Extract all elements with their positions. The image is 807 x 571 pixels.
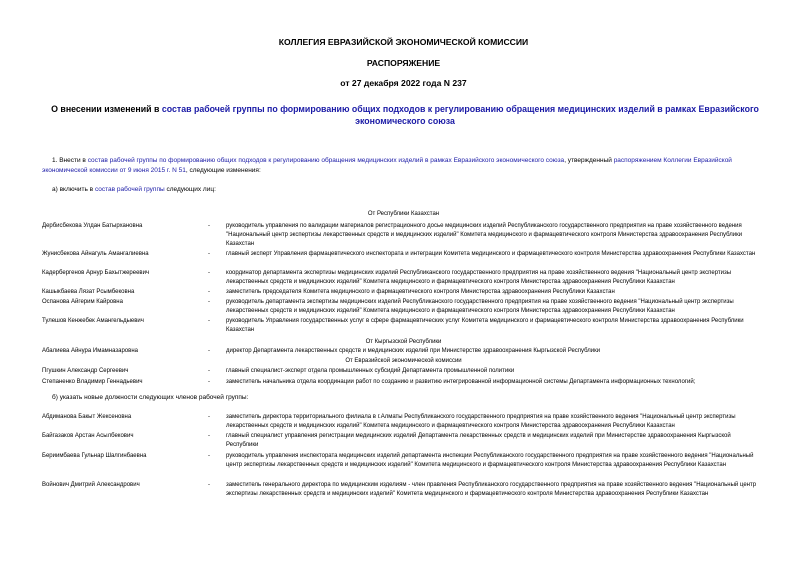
member-name: Абалиева Айнура Имамназаровна xyxy=(42,348,138,354)
member-position: координатор департамента экспертизы медицинских изделий Республиканского государственного предприятия на праве хозяйственного ведения "Национальный центр экспертизы лекарственных средств и медицинских изделий" Комитета медицинского и фармацевтического контроля Министерства здравоохранения Республики Казахстан xyxy=(226,270,732,286)
member-name: Абдиманова Бакыт Жексеновна xyxy=(42,414,132,420)
paragraph-1 xyxy=(42,156,760,175)
member-dash: - xyxy=(208,223,210,229)
member-name: Бериимбаева Гульнар Шалгинбаевна xyxy=(42,453,147,459)
member-dash: - xyxy=(208,318,210,324)
doc-type: РАСПОРЯЖЕНИЕ xyxy=(366,58,441,68)
member-name: Дербисбекова Улдан Батырхановна xyxy=(42,223,143,229)
member-dash: - xyxy=(208,270,210,276)
member-dash: - xyxy=(208,299,210,305)
member-dash: - xyxy=(208,251,210,257)
member-position: руководитель департамента экспертизы медицинских изделий Республиканского государственного предприятия на праве хозяйственного ведения "Национальный центр экспертизы лекарственных средств и медицинских изделий" Комитета медицинского и фармацевтического контроля Министерства здравоохранения Республики Казахстан xyxy=(226,299,734,315)
member-dash: - xyxy=(208,453,210,459)
member-position: заместитель генерального директора по медицинским изделиям - член правления Республиканского государственного предприятия на праве хозяйственного ведения "Национальный центр экспертизы лекарственных средств и медицинских изделий" Комитета медицинского и фармацевтического контроля Министерства здравоохранения Республики Казахстан xyxy=(226,482,757,498)
member-position: главный специалист управления регистрации медицинских изделий Департамента лекарственных средств и медицинских изделий при Министерстве здравоохранения Кыргызской Республики xyxy=(226,433,731,449)
member-position: руководитель управления инспектората медицинских изделий департамента инспекции Республиканского государственного предприятия на праве хозяйственного ведения "Национальный центр экспертизы лекарственных средств и медицинских изделий" Комитета медицинского и фармацевтического контроля Министерства здравоохранения Республики Казахстан xyxy=(226,453,754,469)
member-position: заместитель председателя Комитета медицинского и фармацевтического контроля Министерства здравоохранения Республики Казахстан xyxy=(226,289,615,295)
para1-link-order[interactable]: распоряжением Коллегии Евразийской экономической комиссии от 9 июня 2015 г. N 51 xyxy=(42,157,732,174)
member-position: директор Департамента лекарственных средств и медицинских изделий при Министерстве здравоохранения Кыргызской Республики xyxy=(226,348,601,354)
para1-text-a: 1. Внести в xyxy=(52,157,88,164)
section-eec: От Евразийской экономической комиссии xyxy=(345,358,462,364)
org-title: КОЛЛЕГИЯ ЕВРАЗИЙСКОЙ ЭКОНОМИЧЕСКОЙ КОМИССИИ xyxy=(278,37,529,47)
title-prefix: О внесении изменений в xyxy=(51,104,162,114)
member-position: заместитель директора территориального филиала в г.Алматы Республиканского государственного предприятия на праве хозяйственного ведения "Национальный центр экспертизы лекарственных средств и медицинских изделий" Комитета медицинского и фармацевтического контроля Министерства здравоохранения Республики Казахстан xyxy=(226,414,736,430)
member-dash: - xyxy=(208,348,210,354)
member-name: Войнович Дмитрий Александрович xyxy=(42,482,140,488)
member-position: руководитель управления по валидации материалов регистрационного досье медицинских изделий Республиканского государственного предприятия на праве хозяйственного ведения "Национальный центр экспертизы лекарственных средств и медицинских изделий" Комитета медицинского и фармацевтического контроля Министерства здравоохранения Республики Казахстан xyxy=(226,223,743,248)
para1-text-c: , следующие изменения: xyxy=(185,166,261,174)
member-name: Байгазаков Арстан Асылбекович xyxy=(42,433,134,439)
member-name: Кашыкбаева Лязат Рсымбековна xyxy=(42,289,135,295)
paragraph-b: б) указать новые должности следующих членов рабочей группы: xyxy=(52,394,249,401)
member-dash: - xyxy=(208,368,210,374)
doc-date: от 27 декабря 2022 года N 237 xyxy=(340,78,467,88)
member-position: главный эксперт Управления фармацевтического инспектората и интеграции Комитета медицинского и фармацевтического контроля Министерства здравоохранения Республики Казахстан xyxy=(226,251,756,257)
member-name: Пгушкин Александр Сергеевич xyxy=(42,368,129,374)
member-dash: - xyxy=(208,414,210,420)
member-name: Кадербергенов Арнур Бахытжереевич xyxy=(42,270,150,276)
paragraph-a xyxy=(52,185,216,195)
member-position: главный специалист-эксперт отдела промышленных субсидий Департамента промышленной политики xyxy=(226,368,515,374)
para1-text-b: , утвержденный xyxy=(564,157,614,164)
section-kyrgyzstan: От Кыргызской Республики xyxy=(365,339,442,345)
member-name: Жунисбекова Айнагуль Амангалиевна xyxy=(42,251,149,257)
title-link[interactable]: состав рабочей группы по формированию общих подходов к регулированию обращения медицинских изделий в рамках Евразийского экономического союза xyxy=(161,104,759,126)
member-name: Оспанова Айгерим Кайровна xyxy=(42,299,123,305)
member-dash: - xyxy=(208,379,210,385)
member-name: Тулешов Кенжебек Амангельдыевич xyxy=(42,318,144,324)
member-position: заместитель начальника отдела координации работ по созданию и развитию интегрированной информационной системы Департамента информационных технологий; xyxy=(226,379,696,385)
document-title xyxy=(30,104,780,127)
para1-link-composition[interactable]: состав рабочей группы по формированию общих подходов к регулированию обращения медицинских изделий в рамках Евразийского экономического союза xyxy=(87,157,565,164)
para-a-link[interactable]: состав рабочей группы xyxy=(94,186,165,193)
member-dash: - xyxy=(208,289,210,295)
para-a-text-b: следующих лиц: xyxy=(164,186,216,193)
member-position: руководитель Управления государственных услуг в сфере фармацевтических услуг Комитета медицинского и фармацевтического контроля Министерства здравоохранения Республики Казахстан xyxy=(226,318,744,334)
member-dash: - xyxy=(208,433,210,439)
section-kazakhstan: От Республики Казахстан xyxy=(367,211,440,217)
para-a-text-a: а) включить в xyxy=(52,186,95,193)
member-name: Степаненко Владимир Геннадьевич xyxy=(42,379,143,385)
member-dash: - xyxy=(208,482,210,488)
